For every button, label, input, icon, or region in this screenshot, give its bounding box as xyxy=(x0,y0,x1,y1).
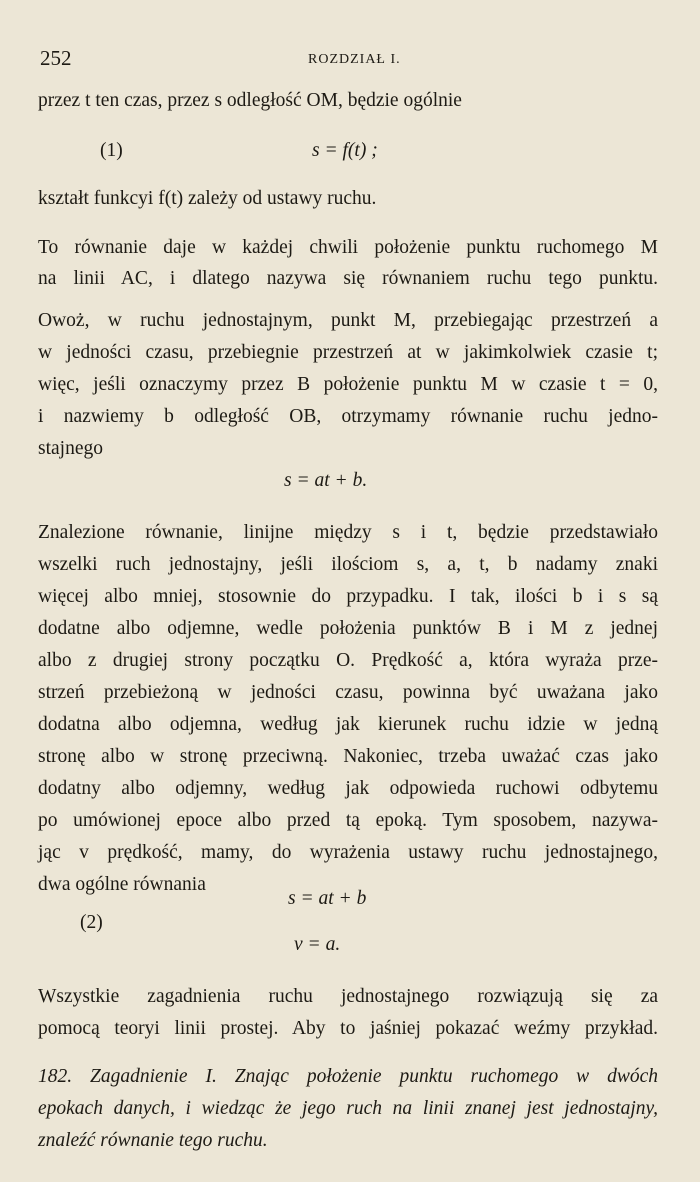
text-line: Owoż, w ruchu jednostajnym, punkt M, przebiegając przestrzeń a xyxy=(38,310,658,331)
text-line: po umówionej epoce albo przed tą epoką. Tym sposobem, nazywa- xyxy=(38,810,658,831)
text-line: znaleźć równanie tego ruchu. xyxy=(38,1130,268,1151)
text-line: i nazwiemy b odległość OB, otrzymamy równanie ruchu jedno- xyxy=(38,406,658,427)
equation-uniform-motion: s = at + b. xyxy=(284,470,368,491)
text-line: pomocą teoryi linii prostej. Aby to jaśniej pokazać weźmy przykład. xyxy=(38,1018,658,1039)
equation-2b: v = a. xyxy=(294,934,341,955)
text-line: więcej albo mniej, stosownie do przypadku. I tak, ilości b i s są xyxy=(38,586,658,607)
text-line: więc, jeśli oznaczymy przez B położenie punktu M w czasie t = 0, xyxy=(38,374,658,395)
text-line: przez t ten czas, przez s odległość OM, będzie ogólnie xyxy=(38,90,462,111)
text-line: epokach danych, i wiedząc że jego ruch na linii znanej jest jednostajny, xyxy=(38,1098,658,1119)
equation-number-2: (2) xyxy=(80,912,103,933)
text-line: wszelki ruch jednostajny, jeśli ilościom s, a, t, b nadamy znaki xyxy=(38,554,658,575)
text-line: albo z drugiej strony początku O. Prędkość a, która wyraża prze- xyxy=(38,650,658,671)
text-line: stajnego xyxy=(38,438,103,459)
text-line: na linii AC, i dlatego nazywa się równaniem ruchu tego punktu. xyxy=(38,268,658,289)
problem-heading: 182. Zagadnienie I. Znając położenie punktu ruchomego w dwóch xyxy=(38,1066,658,1087)
equation-2a: s = at + b xyxy=(288,888,367,909)
equation-1: s = f(t) ; xyxy=(312,140,378,161)
text-line: strzeń przebieżoną w jedności czasu, powinna być uważana jako xyxy=(38,682,658,703)
page-number: 252 xyxy=(40,46,72,70)
text-line: stronę albo w stronę przeciwną. Nakoniec, trzeba uważać czas jako xyxy=(38,746,658,767)
text-line: jąc v prędkość, mamy, do wyrażenia ustawy ruchu jednostajnego, xyxy=(38,842,658,863)
running-title: ROZDZIAŁ I. xyxy=(308,52,401,67)
text-line: dodatne albo odjemne, wedle położenia punktów B i M z jednej xyxy=(38,618,658,639)
text-line: kształt funkcyi f(t) zależy od ustawy ruchu. xyxy=(38,188,377,209)
text-line: Wszystkie zagadnienia ruchu jednostajnego rozwiązują się za xyxy=(38,986,658,1007)
text-line: To równanie daje w każdej chwili położenie punktu ruchomego M xyxy=(38,237,658,258)
text-line: Znalezione równanie, linijne między s i t, będzie przedstawiało xyxy=(38,522,658,543)
text-line: w jedności czasu, przebiegnie przestrzeń at w jakimkolwiek czasie t; xyxy=(38,342,658,363)
text-line: dodatna albo odjemna, według jak kierunek ruchu idzie w jedną xyxy=(38,714,658,735)
text-line: dodatny albo odjemny, według jak odpowieda ruchowi odbytemu xyxy=(38,778,658,799)
text-line: dwa ogólne równania xyxy=(38,874,206,895)
equation-number-1: (1) xyxy=(100,140,123,161)
page-header xyxy=(38,46,660,74)
